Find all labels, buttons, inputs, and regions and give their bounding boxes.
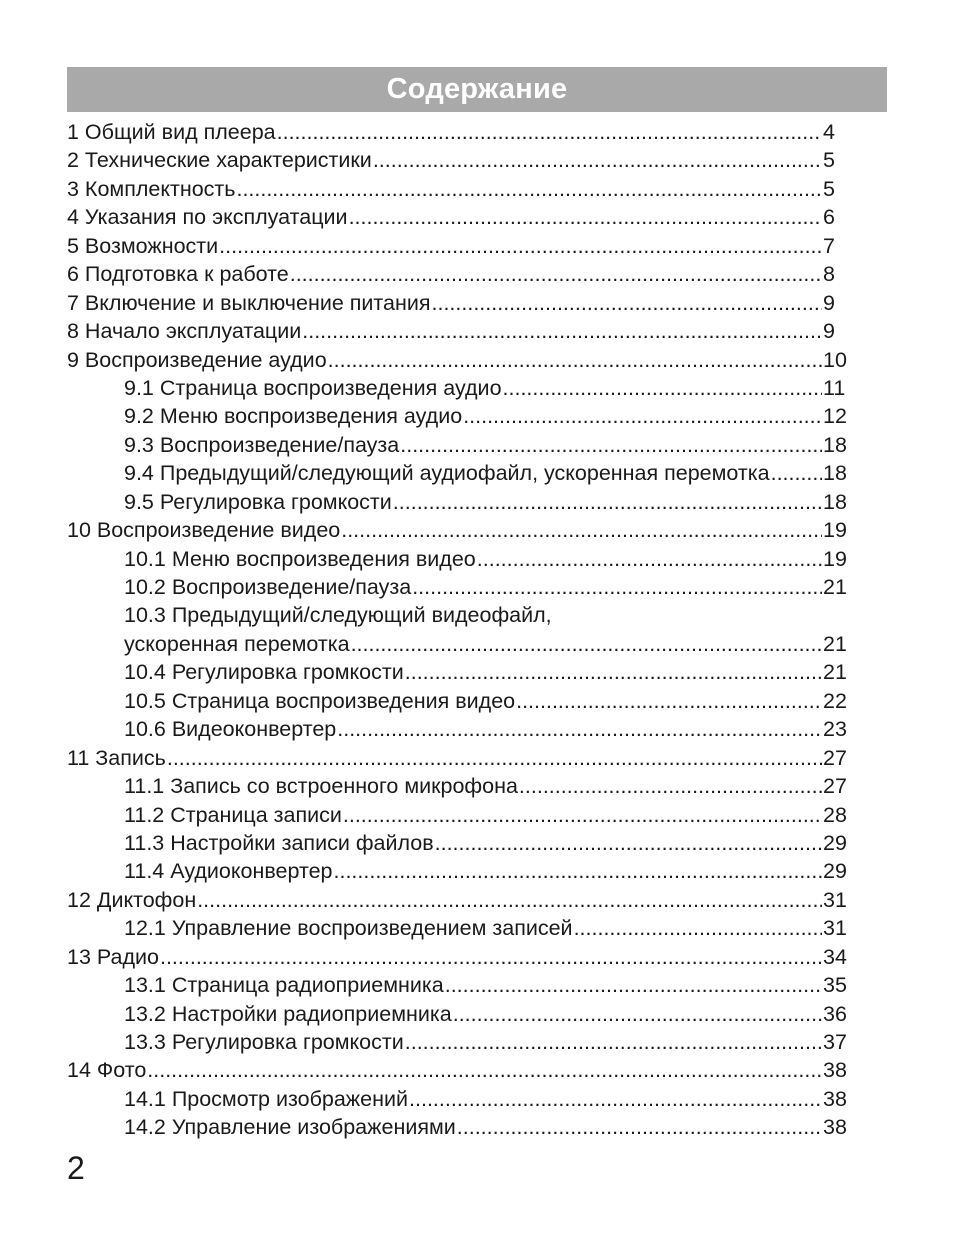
toc-entry (67, 175, 857, 203)
toc-leader-dots (334, 857, 823, 885)
toc-entry-page: 9 (823, 319, 835, 344)
table-of-contents (67, 118, 857, 1142)
toc-entry-page: 19 (823, 518, 847, 543)
toc-entry-label: 13.3 Регулировка громкости (124, 1030, 404, 1054)
toc-entry-label: 9.5 Регулировка громкости (124, 489, 392, 514)
toc-entry-label: 6 Подготовка к работе (67, 262, 289, 287)
toc-entry (67, 914, 857, 942)
toc-entry (67, 118, 857, 146)
toc-entry-label: 11.2 Страница записи (124, 802, 342, 827)
toc-leader-dots (516, 687, 822, 715)
toc-entry (67, 232, 857, 260)
toc-leader-dots (400, 431, 822, 459)
toc-entry (67, 146, 857, 174)
toc-entry-label: 9.1 Страница воспроизведения аудио (124, 375, 502, 400)
toc-entry-page: 5 (823, 176, 835, 201)
toc-entry (67, 545, 857, 573)
toc-entry (67, 658, 857, 686)
toc-leader-dots (405, 658, 822, 686)
toc-entry-page: 29 (823, 830, 847, 855)
toc-entry-label: 10.4 Регулировка громкости (124, 660, 404, 685)
toc-entry-page: 27 (823, 774, 847, 799)
toc-leader-dots (457, 1113, 822, 1141)
toc-entry (67, 601, 857, 629)
toc-entry-page: 19 (823, 546, 847, 571)
toc-entry (67, 317, 857, 345)
toc-entry-label: 10.5 Страница воспроизведения видео (124, 688, 516, 713)
toc-entry-label: 13.1 Страница радиоприемника (124, 973, 444, 998)
toc-leader-dots (349, 203, 822, 231)
contents-header (67, 67, 887, 112)
toc-leader-dots (277, 118, 822, 146)
toc-entry (67, 857, 857, 885)
toc-leader-dots (219, 232, 822, 260)
toc-leader-dots (409, 1085, 822, 1113)
toc-leader-dots (351, 630, 822, 658)
toc-entry-page: 12 (823, 404, 847, 429)
toc-entry-label: 1 Общий вид плеера (67, 120, 276, 144)
toc-entry-label: 7 Включение и выключение питания (67, 290, 431, 315)
toc-leader-dots (463, 402, 822, 430)
toc-entry (67, 516, 857, 544)
toc-entry-label: 14.1 Просмотр изображений (124, 1086, 409, 1111)
toc-leader-dots (197, 886, 822, 914)
toc-entry-page: 31 (823, 916, 847, 941)
toc-leader-dots (167, 744, 822, 772)
toc-entry-page: 37 (823, 1030, 847, 1054)
toc-entry-page: 38 (823, 1058, 847, 1083)
toc-entry (67, 203, 857, 231)
toc-entry (67, 573, 857, 601)
toc-entry-page: 35 (823, 973, 847, 998)
toc-entry-page: 5 (823, 148, 835, 173)
toc-entry-label: 13.2 Настройки радиоприемника (124, 1001, 452, 1026)
toc-entry-page: 9 (823, 290, 835, 315)
toc-leader-dots (435, 829, 822, 857)
toc-entry (67, 459, 857, 487)
page-title: Содержание (386, 73, 568, 105)
toc-entry-label: 13 Радио (67, 944, 159, 969)
toc-entry-page: 10 (823, 347, 847, 372)
toc-leader-dots (405, 1028, 822, 1056)
page-number: 2 (67, 1150, 85, 1186)
toc-entry (67, 971, 857, 999)
toc-entry-page: 36 (823, 1001, 847, 1026)
toc-entry-label: 10.6 Видеоконвертер (124, 717, 337, 742)
toc-entry (67, 289, 857, 317)
toc-leader-dots (337, 715, 822, 743)
toc-entry-page: 23 (823, 717, 847, 742)
toc-entry-page: 38 (823, 1115, 847, 1140)
toc-entry-label: 10.3 Предыдущий/следующий видеофайл, (124, 603, 552, 628)
toc-entry (67, 744, 857, 772)
toc-entry-label: 10.1 Меню воспроизведения видео (124, 546, 476, 571)
toc-entry (67, 801, 857, 829)
toc-entry-page: 11 (823, 375, 846, 400)
toc-entry (67, 1028, 857, 1056)
toc-entry (67, 943, 857, 971)
toc-entry-label: 14.2 Управление изображениями (124, 1115, 456, 1140)
toc-leader-dots (519, 772, 822, 800)
toc-entry (67, 886, 857, 914)
toc-entry-page: 18 (823, 489, 847, 514)
toc-entry-label: ускоренная перемотка (124, 631, 350, 656)
toc-entry-page: 27 (823, 745, 847, 770)
toc-leader-dots (236, 175, 822, 203)
toc-entry-label: 3 Комплектность (67, 176, 236, 201)
toc-entry-page: 28 (823, 802, 847, 827)
toc-entry-page: 29 (823, 859, 847, 884)
toc-leader-dots (503, 374, 822, 402)
toc-entry-label: 9.4 Предыдущий/следующий аудиофайл, ускоренная перемотка (124, 461, 770, 486)
toc-leader-dots (341, 516, 822, 544)
toc-leader-dots (147, 1056, 822, 1084)
toc-entry (67, 630, 857, 658)
toc-leader-dots (477, 545, 822, 573)
toc-entry-page: 18 (823, 432, 847, 457)
toc-entry (67, 260, 857, 288)
toc-leader-dots (412, 573, 822, 601)
toc-leader-dots (373, 146, 822, 174)
toc-entry-page: 21 (823, 631, 847, 656)
toc-entry-label: 4 Указания по эксплуатации (67, 205, 348, 230)
toc-entry-label: 11.4 Аудиоконвертер (124, 859, 333, 884)
toc-leader-dots (432, 289, 822, 317)
toc-leader-dots (445, 971, 822, 999)
toc-entry-page: 4 (823, 120, 835, 144)
toc-entry (67, 374, 857, 402)
toc-leader-dots (302, 317, 822, 345)
toc-leader-dots (160, 943, 822, 971)
toc-entry (67, 1000, 857, 1028)
toc-entry-label: 10 Воспроизведение видео (67, 518, 341, 543)
toc-entry (67, 346, 857, 374)
toc-entry (67, 687, 857, 715)
toc-entry-label: 8 Начало эксплуатации (67, 319, 302, 344)
toc-entry (67, 431, 857, 459)
toc-entry-label: 12.1 Управление воспроизведением записей (124, 916, 573, 941)
toc-entry-label: 11.1 Запись со встроенного микрофона (124, 774, 518, 799)
toc-entry (67, 1056, 857, 1084)
toc-entry-label: 12 Диктофон (67, 887, 197, 912)
toc-entry-label: 11 Запись (67, 745, 166, 770)
toc-leader-dots (290, 260, 822, 288)
toc-entry (67, 402, 857, 430)
toc-entry-label: 10.2 Воспроизведение/пауза (124, 575, 412, 599)
toc-entry-page: 21 (823, 660, 847, 685)
toc-entry (67, 1113, 857, 1141)
toc-entry-label: 9.3 Воспроизведение/пауза (124, 432, 400, 457)
toc-entry-label: 9.2 Меню воспроизведения аудио (124, 404, 463, 429)
toc-leader-dots (328, 346, 822, 374)
toc-leader-dots (393, 488, 822, 516)
toc-entry-page: 6 (823, 205, 835, 230)
toc-entry-page: 38 (823, 1086, 847, 1111)
toc-entry-label: 9 Воспроизведение аудио (67, 347, 327, 372)
toc-leader-dots (574, 914, 822, 942)
toc-entry-label: 2 Технические характеристики (67, 148, 372, 173)
toc-entry-page: 31 (823, 887, 847, 912)
toc-entry-label: 14 Фото (67, 1058, 147, 1083)
toc-entry-label: 11.3 Настройки записи файлов (124, 830, 434, 855)
toc-entry-page: 8 (823, 262, 835, 287)
toc-entry-page: 22 (823, 688, 847, 713)
toc-leader-dots (343, 801, 822, 829)
toc-leader-dots (771, 459, 822, 487)
toc-entry (67, 829, 857, 857)
toc-entry-label: 5 Возможности (67, 233, 219, 258)
toc-entry (67, 715, 857, 743)
toc-entry (67, 772, 857, 800)
toc-entry (67, 488, 857, 516)
toc-entry-page: 18 (823, 461, 847, 486)
toc-entry-page: 34 (823, 944, 847, 969)
toc-leader-dots (453, 1000, 822, 1028)
toc-entry-page: 7 (823, 233, 835, 258)
toc-entry (67, 1085, 857, 1113)
toc-entry-page: 21 (823, 575, 847, 599)
